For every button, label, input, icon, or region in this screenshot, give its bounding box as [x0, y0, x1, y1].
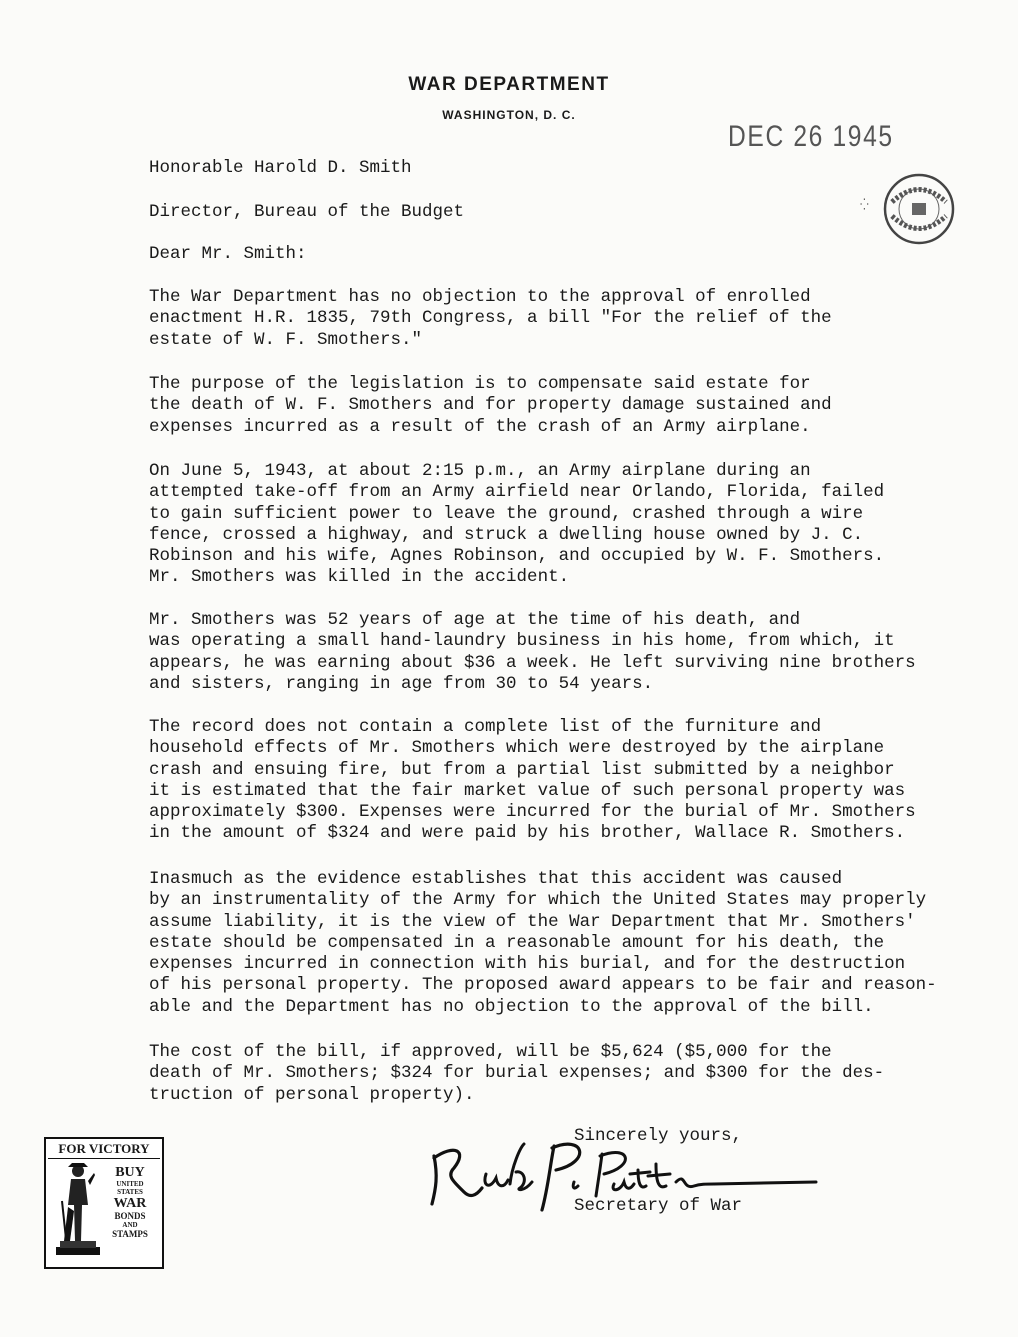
closing: Sincerely yours,: [574, 1126, 743, 1146]
poster-text: [102, 1165, 158, 1239]
recipient-name: Honorable Harold D. Smith: [149, 158, 412, 178]
paragraph-5: The record does not contain a complete list of the furniture and household effects of Mr. Smothers which were destroyed by the airplane crash and ensuing fire, but from a partial list submitted by a neighbor it is estimated that the fair market value of such personal property was approximately $300. Expenses were incurred for the burial of Mr. Smothers in the amount of $324 and were paid by his brother, Wallace R. Smothers.: [149, 717, 916, 844]
poster-title: FOR VICTORY: [48, 1141, 160, 1159]
poster-buy: BUY: [115, 1165, 145, 1180]
recipient-title: Director, Bureau of the Budget: [149, 202, 465, 222]
paragraph-1: The War Department has no objection to the approval of enrolled enactment H.R. 1835, 79th Congress, a bill "For the relief of the estate of W. F. Smothers.": [149, 287, 832, 350]
library-stamp-icon: [882, 172, 956, 246]
poster-united: UNITED: [116, 1180, 144, 1188]
paragraph-2: The purpose of the legislation is to compensate said estate for the death of W. F. Smothers and for property damage sustained and expenses incurred as a result of the crash of an Army airplane.: [149, 374, 832, 437]
salutation: Dear Mr. Smith:: [149, 244, 307, 264]
paragraph-3: On June 5, 1943, at about 2:15 p.m., an Army airplane during an attempted take-off from an Army airfield near Orlando, Florida, failed to gain sufficient power to leave the ground, crashed through a wire fence, crossed a highway, and struck a dwelling house owned by J. C. Robinson and his wife, Agnes Robinson, and occupied by W. F. Smothers. Mr. Smothers was killed in the accident.: [149, 461, 885, 588]
poster-and: AND: [122, 1221, 138, 1229]
date-stamp: DEC 26 1945: [728, 120, 894, 153]
small-mark-icon: ⁛: [860, 200, 869, 212]
poster-states: STATES: [117, 1188, 143, 1196]
signer-title: Secretary of War: [574, 1196, 743, 1216]
letterhead-city: WASHINGTON, D. C.: [442, 108, 576, 122]
war-bonds-poster: [44, 1137, 164, 1269]
paragraph-4: Mr. Smothers was 52 years of age at the time of his death, and was operating a small hand-laundry business in his home, from which, it appears, he was earning about $36 a week. He left surviving nine brothers and sisters, ranging in age from 30 to 54 years.: [149, 610, 916, 694]
poster-war: WAR: [113, 1196, 147, 1211]
letterhead-title: WAR DEPARTMENT: [408, 74, 610, 95]
minuteman-icon: [54, 1161, 102, 1257]
poster-bonds: BONDS: [114, 1211, 146, 1221]
paragraph-6: Inasmuch as the evidence establishes that this accident was caused by an instrumentality of the Army for which the United States may properly assume liability, it is the view of the War Department that Mr. Smothers' estate should be compensated in a reasonable amount for his death, the expenses incurred in connection with his burial, and for the destruction of his personal property. The proposed award appears to be fair and reason- able and the Department has no objection to the approval of the bill.: [149, 869, 937, 1017]
paragraph-7: The cost of the bill, if approved, will be $5,624 ($5,000 for the death of Mr. Smothers; $324 for burial expenses; and $300 for the des- truction of personal property).: [149, 1042, 885, 1105]
poster-stamps: STAMPS: [112, 1229, 148, 1239]
